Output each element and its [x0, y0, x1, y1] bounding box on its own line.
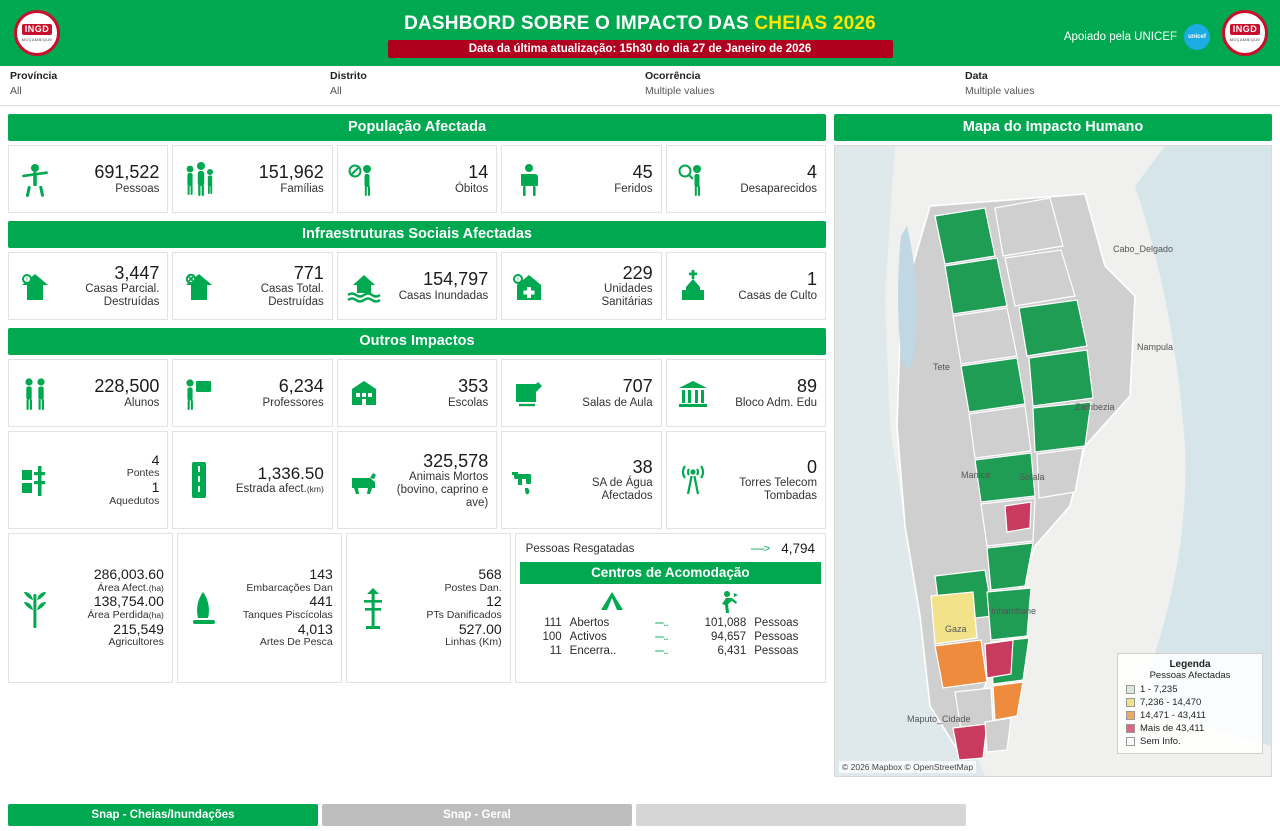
- header: [0, 0, 1280, 66]
- kpi-area-afect-label-text: Área Afect.: [97, 581, 149, 594]
- legend-item: [1126, 736, 1254, 747]
- legend-swatch-4: [1126, 724, 1135, 733]
- kpi-pesca[interactable]: [177, 533, 342, 683]
- kpi-unidades-sanitarias-label: Unidades Sanitárias: [601, 283, 653, 309]
- filter-distrito[interactable]: [320, 70, 635, 97]
- kpi-casas-total-label: Casas Total. Destruídas: [260, 283, 324, 309]
- kpi-desaparecidos-value: 4: [807, 162, 818, 183]
- kpi-salas-de-aula[interactable]: [501, 359, 661, 427]
- kpi-row-outros-2: [8, 431, 826, 529]
- filter-bar: [0, 66, 1280, 106]
- house-total-icon: [177, 266, 221, 306]
- kpi-casas-inundadas-value: 154,797: [423, 269, 489, 290]
- ingd-logo-subtext: MOÇAMBIQUE: [21, 37, 53, 42]
- kpi-pessoas-label: Pessoas: [115, 182, 160, 195]
- boat-icon: [182, 580, 226, 636]
- legend-swatch-1: [1126, 685, 1135, 694]
- centers-table: [516, 616, 825, 658]
- filter-distrito-value[interactable]: All: [330, 85, 342, 97]
- kpi-familias[interactable]: [172, 145, 332, 213]
- kpi-casas-total-destruidas[interactable]: [172, 252, 332, 320]
- map-attribution: © 2026 Mapbox © OpenStreetMap: [839, 761, 976, 773]
- telecom-tower-icon: [671, 458, 715, 502]
- center-active-people-label: Pessoas: [754, 631, 799, 643]
- kpi-escolas[interactable]: [337, 359, 497, 427]
- kpi-torres-label: Torres Telecom Tombadas: [739, 477, 818, 503]
- map-label-maputo-cidade: Maputo_Cidade: [907, 714, 971, 724]
- kpi-estrada-value: 1,336.50: [257, 464, 324, 484]
- kpi-obitos-value: 14: [468, 162, 489, 183]
- kpi-postes-value: 568: [478, 565, 502, 582]
- legend-item: [1126, 710, 1254, 721]
- center-active-label: Activos: [569, 631, 607, 643]
- kpi-casas-inundadas[interactable]: [337, 252, 497, 320]
- legend-label-2: 7,236 - 14,470: [1140, 697, 1202, 708]
- impact-map[interactable]: [834, 145, 1272, 777]
- center-active-arrow-icon: ---..: [654, 631, 668, 643]
- kpi-feridos[interactable]: [501, 145, 661, 213]
- kpi-artes-pesca-value: 4,013: [297, 620, 333, 637]
- kpi-familias-label: Famílias: [280, 182, 324, 195]
- kpi-estrada-label-unit: (km): [306, 484, 324, 495]
- crops-icon: [13, 580, 57, 636]
- kpi-estrada-label-text: Estrada afect.: [235, 483, 307, 496]
- admin-block-icon: [671, 373, 715, 413]
- kpi-desaparecidos[interactable]: [666, 145, 826, 213]
- supported-by-label: Apoiado pela UNICEF: [1063, 31, 1177, 43]
- center-open-label: Abertos: [569, 617, 610, 629]
- center-open-arrow-icon: ---..: [654, 617, 668, 629]
- ingd-logo-left: [14, 10, 60, 56]
- left-column: [8, 114, 826, 806]
- kpi-bloco-adm-label: Bloco Adm. Edu: [735, 396, 818, 409]
- kpi-pts-label: PTs Danificados: [426, 608, 502, 621]
- kpi-linhas-label: Linhas (Km): [445, 636, 502, 649]
- legend-label-4: Mais de 43,411: [1140, 723, 1205, 734]
- kpi-unidades-sanitarias-value: 229: [622, 263, 653, 284]
- page-title-main: DASHBORD SOBRE O IMPACTO DAS: [404, 12, 755, 34]
- supported-by: [1064, 24, 1210, 50]
- kpi-casas-inundadas-label: Casas Inundadas: [398, 289, 489, 302]
- kpi-bloco-administrativo[interactable]: [666, 359, 826, 427]
- legend-swatch-5: [1126, 737, 1135, 746]
- legend-item: [1126, 684, 1254, 695]
- right-column: [834, 114, 1272, 806]
- family-icon: [177, 159, 221, 199]
- kpi-area-perdida-value: 138,754.00: [93, 593, 164, 610]
- filter-data-label: Data: [965, 70, 988, 82]
- kpi-alunos-value: 228,500: [94, 376, 160, 397]
- center-open-count: 111: [544, 617, 562, 629]
- filter-ocorrencia-label: Ocorrência: [645, 70, 701, 82]
- kpi-postes-label: Postes Dan.: [444, 581, 502, 594]
- kpi-familias-value: 151,962: [258, 162, 324, 183]
- filter-ocorrencia[interactable]: [635, 70, 955, 97]
- kpi-pontes-label: Pontes: [126, 467, 160, 480]
- kpi-pontes-value: 4: [151, 451, 160, 468]
- ingd-logo-right: [1222, 10, 1268, 56]
- section-header-mapa: Mapa do Impacto Humano: [834, 114, 1272, 141]
- kpi-row-populacao: [8, 145, 826, 213]
- kpi-professores-label: Professores: [262, 396, 324, 409]
- kpi-aquedutos-label: Aquedutos: [109, 494, 160, 507]
- person-walking-icon: [715, 590, 741, 614]
- svg-text:!: !: [517, 277, 520, 284]
- kpi-area-perdida-unit: (ha): [148, 609, 164, 620]
- teacher-icon: [177, 373, 221, 413]
- legend-swatch-2: [1126, 698, 1135, 707]
- kpi-agricultores-label: Agricultores: [108, 636, 164, 649]
- map-label-manica: Manica: [961, 470, 991, 480]
- house-partial-icon: [13, 266, 57, 306]
- kpi-animais-value: 325,578: [423, 450, 489, 471]
- kpi-feridos-value: 45: [632, 162, 653, 183]
- map-label-gaza: Gaza: [945, 624, 967, 634]
- kpi-pontes-aquedutos[interactable]: [8, 431, 168, 529]
- kpi-tanques-value: 441: [309, 593, 333, 610]
- kpi-alunos[interactable]: [8, 359, 168, 427]
- kpi-sa-agua[interactable]: [501, 431, 661, 529]
- kpi-area-agricultura[interactable]: [8, 533, 173, 683]
- legend-label-3: 14,471 - 43,411: [1140, 710, 1206, 721]
- school-icon: [342, 373, 386, 413]
- kpi-salas-aula-value: 707: [622, 376, 653, 397]
- kpi-estrada-label: [221, 483, 323, 496]
- death-icon: [342, 159, 386, 199]
- legend-item: [1126, 723, 1254, 734]
- tab-snap-geral[interactable]: Snap - Geral: [322, 804, 632, 826]
- kpi-row-outros-3: [8, 533, 826, 683]
- kpi-animais-mortos[interactable]: [337, 431, 497, 529]
- kpi-escolas-label: Escolas: [447, 396, 489, 409]
- ingd-logo-right-subtext: MOÇAMBIQUE: [1229, 37, 1261, 42]
- center-closed-arrow-icon: ---..: [654, 645, 668, 657]
- power-pole-icon: [351, 580, 395, 636]
- kpi-casas-parcial-value: 3,447: [114, 263, 160, 284]
- kpi-alunos-label: Alunos: [124, 396, 160, 409]
- map-label-tete: Tete: [933, 362, 951, 372]
- kpi-obitos[interactable]: [337, 145, 497, 213]
- injured-icon: [506, 159, 550, 199]
- kpi-tanques-label: Tanques Piscícolas: [242, 608, 333, 621]
- kpi-casas-parcial-destruidas[interactable]: [8, 252, 168, 320]
- kpi-estrada-afectada[interactable]: [172, 431, 332, 529]
- kpi-artes-pesca-label: Artes De Pesca: [259, 636, 333, 649]
- person-rain-icon: [13, 159, 57, 199]
- road-icon: [177, 456, 221, 504]
- kpi-row-infraestruturas: [8, 252, 826, 320]
- kpi-animais-label: Animais Mortos (bovino, caprino e ave): [396, 470, 489, 509]
- kpi-area-perdida-label: [57, 610, 164, 622]
- filter-data[interactable]: [955, 70, 1280, 97]
- filter-provincia[interactable]: [0, 70, 320, 97]
- svg-text:!: !: [26, 277, 28, 284]
- kpi-casas-culto-value: 1: [807, 269, 818, 290]
- ingd-logo-text: INGD: [22, 24, 53, 35]
- accommodation-panel: [515, 533, 826, 683]
- legend-label-5: Sem Info.: [1140, 736, 1181, 747]
- centers-icons: [516, 584, 825, 616]
- missing-person-icon: [671, 159, 715, 199]
- legend-title: Legenda: [1169, 659, 1211, 670]
- kpi-salas-aula-label: Salas de Aula: [582, 396, 653, 409]
- center-closed-label: Encerra..: [569, 645, 617, 657]
- legend-swatch-3: [1126, 711, 1135, 720]
- kpi-row-outros-1: [8, 359, 826, 427]
- kpi-agricultores-value: 215,549: [113, 620, 164, 637]
- classroom-icon: [506, 373, 550, 413]
- center-open-people: 101,088: [704, 617, 747, 629]
- kpi-pts-value: 12: [486, 593, 502, 610]
- section-header-outros: Outros Impactos: [8, 328, 826, 355]
- rescued-arrow-icon: ----->: [750, 542, 770, 555]
- kpi-pessoas[interactable]: [8, 145, 168, 213]
- tab-snap-cheias[interactable]: Snap - Cheias/Inundações: [8, 804, 318, 826]
- dashboard-body: [0, 106, 1280, 806]
- water-tap-icon: [506, 460, 550, 500]
- animals-icon: [342, 460, 386, 500]
- tab-blank[interactable]: [636, 804, 966, 826]
- map-label-sofala: Sofala: [1019, 472, 1045, 482]
- map-label-nampula: Nampula: [1137, 342, 1174, 352]
- rescued-people-value: 4,794: [781, 541, 815, 556]
- legend-item: [1126, 697, 1254, 708]
- section-header-infraestruturas: Infraestruturas Sociais Afectadas: [8, 221, 826, 248]
- center-closed-count: 11: [549, 645, 562, 657]
- kpi-linhas-value: 527.00: [458, 620, 502, 637]
- last-update-bar: Data da última atualização: 15h30 do dia 27 de Janeiro de 2026: [388, 40, 893, 58]
- page-title-highlight: CHEIAS 2026: [754, 12, 876, 34]
- table-row[interactable]: [516, 630, 825, 644]
- kpi-sa-agua-value: 38: [632, 457, 653, 478]
- ingd-logo-right-text: INGD: [1230, 24, 1261, 35]
- kpi-torres-telecom[interactable]: [666, 431, 826, 529]
- kpi-unidades-sanitarias[interactable]: [501, 252, 661, 320]
- rescued-people-label: Pessoas Resgatadas: [525, 542, 635, 555]
- center-open-people-label: Pessoas: [754, 617, 799, 629]
- filter-provincia-label: Província: [10, 70, 58, 82]
- footer-tabs: [0, 801, 1280, 831]
- kpi-area-perdida-label-text: Área Perdida: [87, 608, 149, 621]
- map-legend: [1117, 653, 1263, 754]
- kpi-professores-value: 6,234: [278, 376, 324, 397]
- kpi-desaparecidos-label: Desaparecidos: [740, 182, 818, 195]
- kpi-casas-total-value: 771: [293, 263, 324, 284]
- center-active-count: 100: [542, 631, 562, 643]
- section-header-populacao: População Afectada: [8, 114, 826, 141]
- map-label-zambezia: Zambezia: [1075, 402, 1115, 412]
- legend-label-1: 1 - 7,235: [1140, 684, 1178, 695]
- kpi-escolas-value: 353: [458, 376, 489, 397]
- kpi-casas-de-culto[interactable]: [666, 252, 826, 320]
- rescued-people-row: [516, 534, 825, 560]
- kpi-embarcacoes-value: 143: [309, 565, 333, 582]
- kpi-casas-parcial-label: Casas Parcial. Destruídas: [85, 283, 160, 309]
- kpi-feridos-label: Feridos: [614, 182, 653, 195]
- kpi-energia[interactable]: [346, 533, 511, 683]
- kpi-obitos-label: Óbitos: [454, 182, 489, 195]
- section-header-centros: Centros de Acomodação: [520, 562, 821, 584]
- kpi-area-afect-value: 286,003.60: [93, 565, 164, 582]
- center-closed-people: 6,431: [717, 645, 747, 657]
- kpi-pessoas-value: 691,522: [94, 162, 160, 183]
- table-row[interactable]: [516, 616, 825, 630]
- unicef-logo-icon: unicef: [1184, 24, 1210, 50]
- kpi-aquedutos-value: 1: [151, 479, 160, 495]
- kpi-sa-agua-label: SA de Água Afectados: [591, 477, 653, 503]
- legend-subtitle: Pessoas Afectadas: [1149, 670, 1231, 681]
- students-icon: [13, 373, 57, 413]
- filter-data-value[interactable]: Multiple values: [965, 85, 1035, 97]
- bridge-icon: [13, 458, 57, 502]
- house-flood-icon: [342, 266, 386, 306]
- filter-ocorrencia-value[interactable]: Multiple values: [645, 85, 715, 97]
- kpi-casas-culto-label: Casas de Culto: [738, 289, 818, 302]
- church-icon: [671, 266, 715, 306]
- filter-provincia-value[interactable]: All: [10, 85, 22, 97]
- filter-distrito-label: Distrito: [330, 70, 367, 82]
- center-closed-people-label: Pessoas: [754, 645, 799, 657]
- kpi-professores[interactable]: [172, 359, 332, 427]
- health-unit-icon: [506, 266, 550, 306]
- kpi-bloco-adm-value: 89: [797, 376, 818, 397]
- map-label-inhambane: Inhambane: [991, 606, 1037, 616]
- kpi-torres-value: 0: [807, 457, 818, 478]
- center-active-people: 94,657: [711, 631, 747, 643]
- kpi-embarcacoes-label: Embarcações Dan: [246, 581, 333, 594]
- kpi-area-afect-unit: (ha): [148, 582, 164, 593]
- table-row[interactable]: [516, 644, 825, 658]
- tent-icon: [599, 590, 625, 614]
- map-label-cabo-delgado: Cabo_Delgado: [1113, 244, 1174, 254]
